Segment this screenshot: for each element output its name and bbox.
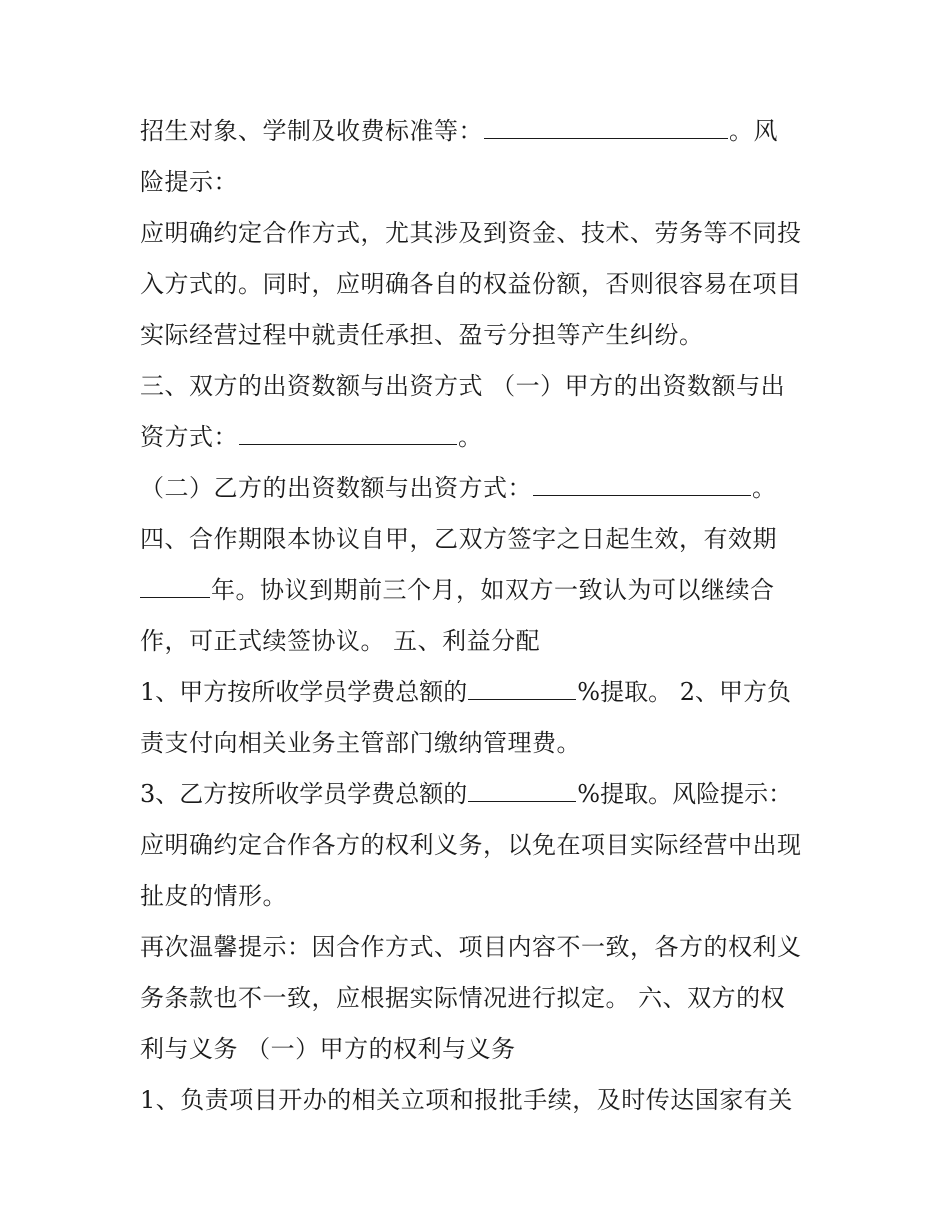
text-segment: 再次温馨提示：因合作方式、项目内容不一致，各方的权利义 [140, 933, 802, 961]
fill-in-blank [239, 422, 457, 445]
text-segment: 资方式： [140, 423, 238, 451]
text-line [140, 565, 820, 616]
text-line [140, 1075, 820, 1126]
fill-in-blank [484, 116, 728, 139]
text-segment: %提取。风险提示： [577, 780, 793, 808]
text-segment: 四、合作期限本协议自甲，乙双方签字之日起生效，有效期 [140, 525, 777, 553]
text-segment: 入方式的。同时，应明确各自的权益份额，否则很容易在项目 [140, 270, 802, 298]
text-line [140, 769, 820, 820]
text-segment: 险提示： [140, 168, 238, 196]
text-line [140, 208, 820, 259]
text-segment: 招生对象、学制及收费标准等： [140, 117, 483, 145]
text-segment: 作，可正式续签协议。 五、利益分配 [140, 627, 541, 655]
text-segment: 年。协议到期前三个月，如双方一致认为可以继续合 [211, 576, 775, 604]
fill-in-blank [533, 473, 751, 496]
text-line [140, 616, 820, 667]
text-segment: 。风 [729, 117, 778, 145]
text-segment: 1、甲方按所收学员学费总额的 [140, 678, 468, 706]
document-body [140, 106, 820, 1126]
text-line [140, 871, 820, 922]
fill-in-blank [468, 779, 576, 802]
text-line [140, 310, 820, 361]
text-segment: 扯皮的情形。 [140, 882, 287, 910]
text-line [140, 718, 820, 769]
text-segment: 务条款也不一致，应根据实际情况进行拟定。 六、双方的权 [140, 984, 786, 1012]
text-line [140, 973, 820, 1024]
text-line [140, 259, 820, 310]
text-segment: 应明确约定合作方式，尤其涉及到资金、技术、劳务等不同投 [140, 219, 802, 247]
fill-in-blank [468, 677, 576, 700]
text-segment: 3、乙方按所收学员学费总额的 [140, 780, 468, 808]
text-segment: 利与义务 （一）甲方的权利与义务 [140, 1035, 516, 1063]
text-segment: 实际经营过程中就责任承担、盈亏分担等产生纠纷。 [140, 321, 704, 349]
text-segment: 应明确约定合作各方的权利义务，以免在项目实际经营中出现 [140, 831, 802, 859]
text-segment: 1、负责项目开办的相关立项和报批手续，及时传达国家有关 [140, 1086, 793, 1114]
text-line [140, 820, 820, 871]
text-line [140, 667, 820, 718]
text-line [140, 922, 820, 973]
text-line [140, 463, 820, 514]
text-segment: %提取。 2、甲方负 [577, 678, 791, 706]
text-line [140, 361, 820, 412]
text-segment: 责支付向相关业务主管部门缴纳管理费。 [140, 729, 581, 757]
text-line [140, 106, 820, 157]
text-segment: 。 [752, 474, 777, 502]
text-line [140, 514, 820, 565]
text-segment: 。 [458, 423, 483, 451]
text-line [140, 412, 820, 463]
fill-in-blank [140, 575, 210, 598]
text-line [140, 1024, 820, 1075]
text-segment: （二）乙方的出资数额与出资方式： [140, 474, 532, 502]
text-segment: 三、双方的出资数额与出资方式 （一）甲方的出资数额与出 [140, 372, 786, 400]
text-line [140, 157, 820, 208]
